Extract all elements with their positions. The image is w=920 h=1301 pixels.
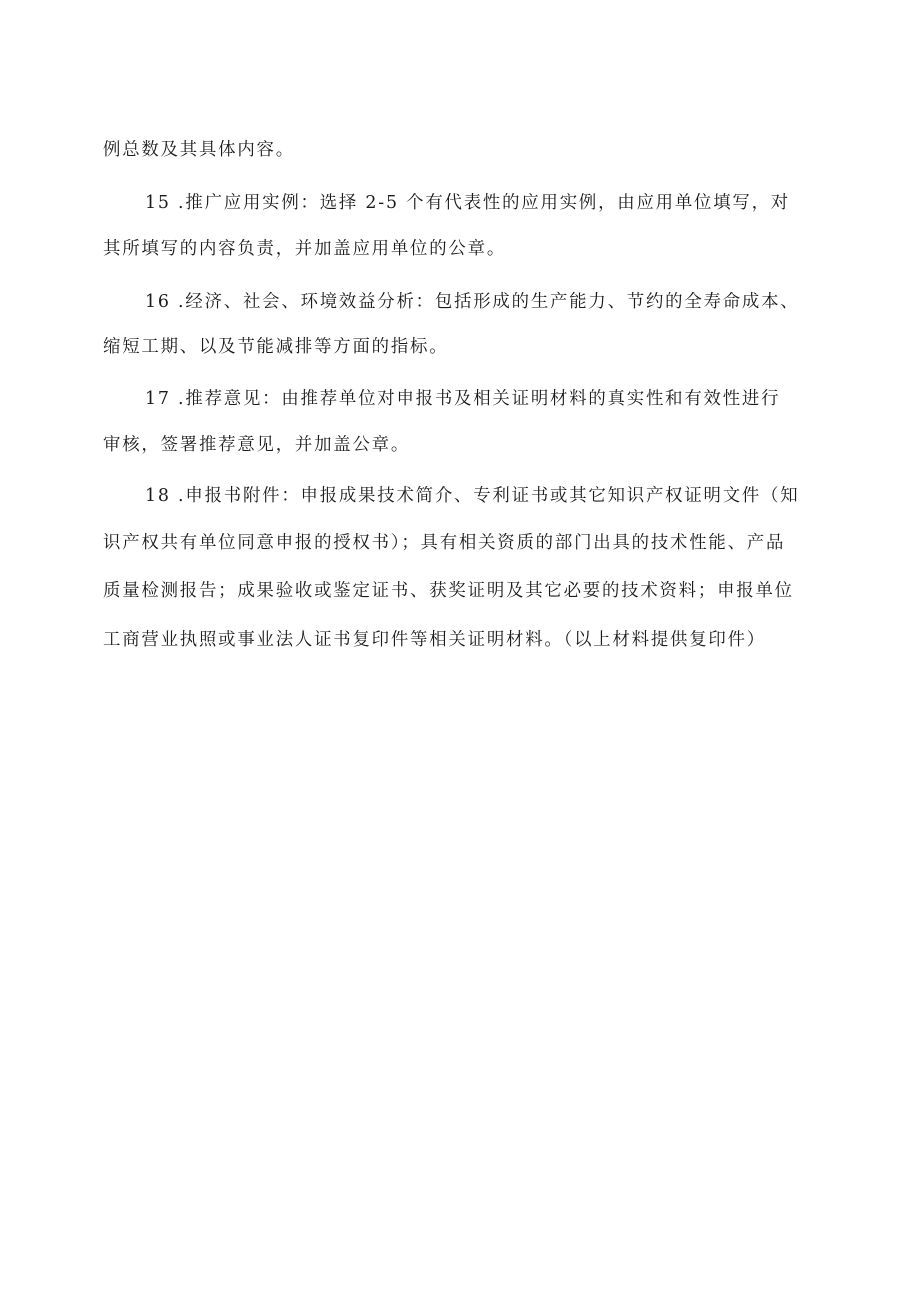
text-line: 工商营业执照或事业法人证书复印件等相关证明材料。（以上材料提供复印件） <box>103 630 766 650</box>
item-15-line: 15 .推广应用实例：选择 2-5 个有代表性的应用实例，由应用单位填写，对 <box>145 193 790 213</box>
text-line: 缩短工期、以及节能减排等方面的指标。 <box>103 337 449 357</box>
text-line: 审核，签署推荐意见，并加盖公章。 <box>103 435 411 455</box>
text-line: 其所填写的内容负责，并加盖应用单位的公章。 <box>103 239 507 259</box>
text-line: 识产权共有单位同意申报的授权书）；具有相关资质的部门出具的技术性能、产品 <box>103 533 786 553</box>
text-line: 例总数及其具体内容。 <box>103 140 295 160</box>
item-16-line: 16 .经济、社会、环境效益分析：包括形成的生产能力、节约的全寿命成本、 <box>145 292 800 312</box>
text-line: 质量检测报告；成果验收或鉴定证书、获奖证明及其它必要的技术资料；申报单位 <box>103 581 794 601</box>
item-18-line: 18 .申报书附件：申报成果技术简介、专利证书或其它知识产权证明文件（知 <box>145 486 800 506</box>
item-17-line: 17 .推荐意见：由推荐单位对申报书及相关证明材料的真实性和有效性进行 <box>145 389 781 409</box>
